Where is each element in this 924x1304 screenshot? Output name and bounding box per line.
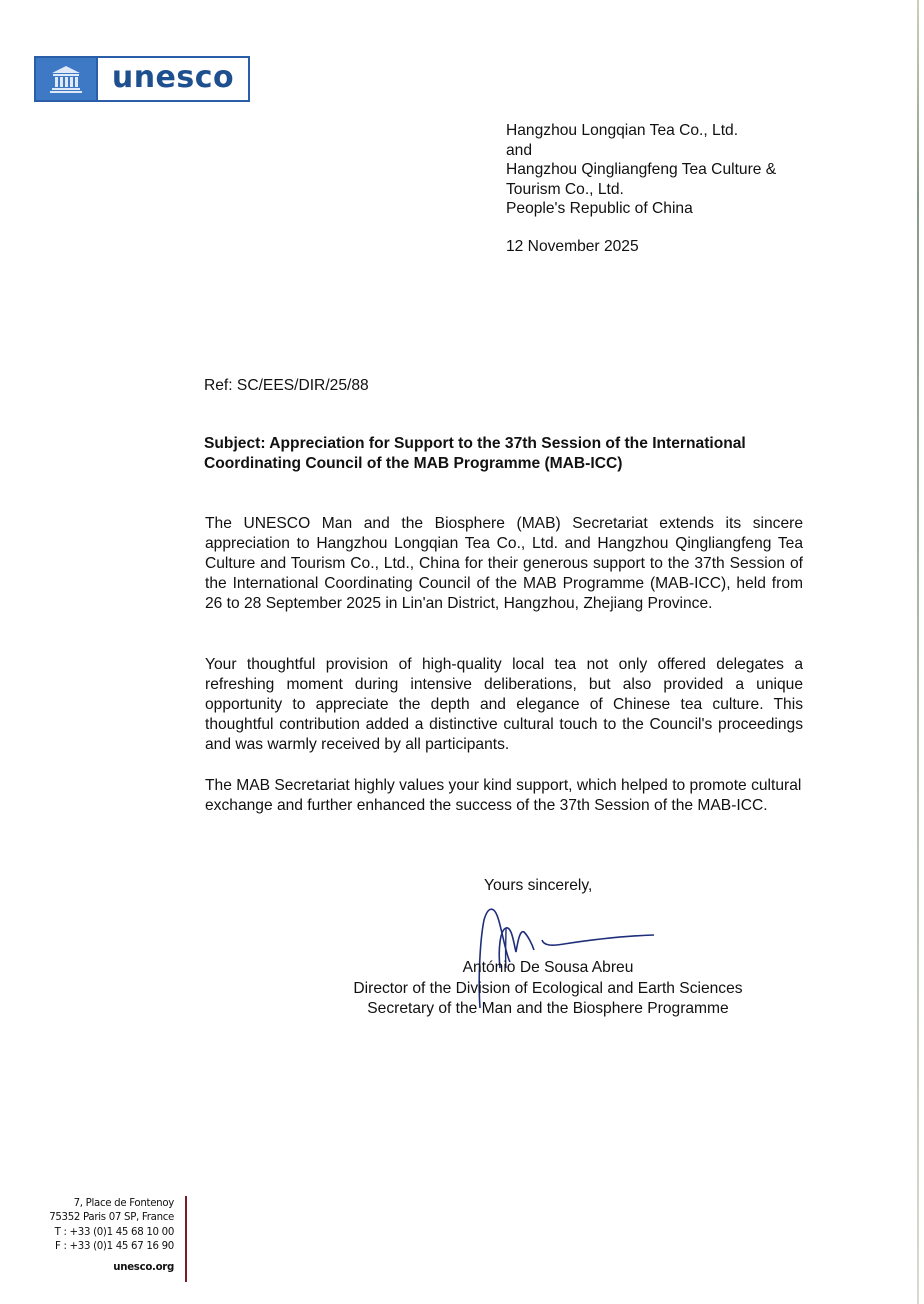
body-paragraph: Your thoughtful provision of high-quality local tea not only offered delegates a refreshing moment during intensive deliberations, but also provided a unique opportunity to appreciate the depth and elegance of Chinese tea culture. This thoughtful contribution added a distinctive cultural touch to the Council's proceedings and was warmly received by all participants. (205, 656, 803, 753)
closing-salutation: Yours sincerely, (484, 877, 593, 894)
recipient-address (506, 121, 776, 219)
body-paragraph: The UNESCO Man and the Biosphere (MAB) Secretariat extends its sincere appreciation to Hangzhou Longqian Tea Co., Ltd. and Hangzhou Qingliangfeng Tea Culture and Tourism Co., Ltd., China for their generous support to the 37th Session of the International Coordinating Council of the MAB Programme (MAB-ICC), held from 26 to 28 September 2025 in Lin'an District, Hangzhou, Zhejiang Province. (205, 515, 803, 612)
unesco-temple-icon (36, 58, 98, 100)
footer-fax: F : +33 (0)1 45 67 16 90 (54, 1240, 174, 1252)
footer-divider (185, 1196, 187, 1282)
letter-date: 12 November 2025 (506, 238, 639, 255)
unesco-logo (34, 56, 250, 102)
recipient-line: Tourism Co., Ltd. (506, 180, 624, 198)
footer-phone: T : +33 (0)1 45 68 10 00 (54, 1226, 174, 1238)
signatory-title: Secretary of the Man and the Biosphere Programme (367, 1000, 729, 1017)
recipient-line: Hangzhou Longqian Tea Co., Ltd. (506, 122, 739, 139)
body-paragraph: The MAB Secretariat highly values your kind support, which helped to promote cultural exchange and further enhanced the success of the 37th Session of the MAB-ICC. (205, 777, 802, 814)
footer-address: 7, Place de Fontenoy (73, 1198, 174, 1209)
page-edge-line (917, 0, 919, 1304)
recipient-line: People's Republic of China (506, 200, 693, 217)
recipient-line: and (506, 141, 533, 159)
reference-number: Ref: SC/EES/DIR/25/88 (204, 377, 369, 394)
footer-website: unesco.org (113, 1262, 174, 1274)
signatory-block (300, 958, 796, 1020)
footer-contact (40, 1197, 174, 1275)
recipient-line: Hangzhou Qingliangfeng Tea Culture & (506, 161, 777, 178)
footer-address: 75352 Paris 07 SP, France (49, 1212, 174, 1224)
signatory-name: António De Sousa Abreu (462, 959, 634, 976)
signatory-title: Director of the Division of Ecological and Earth Sciences (353, 979, 743, 997)
logo-wordmark: unesco (111, 60, 235, 95)
subject-line: Subject: Appreciation for Support to the 37th Session of the International Coordinating Council of the MAB Programme (MAB-ICC) (204, 435, 746, 472)
